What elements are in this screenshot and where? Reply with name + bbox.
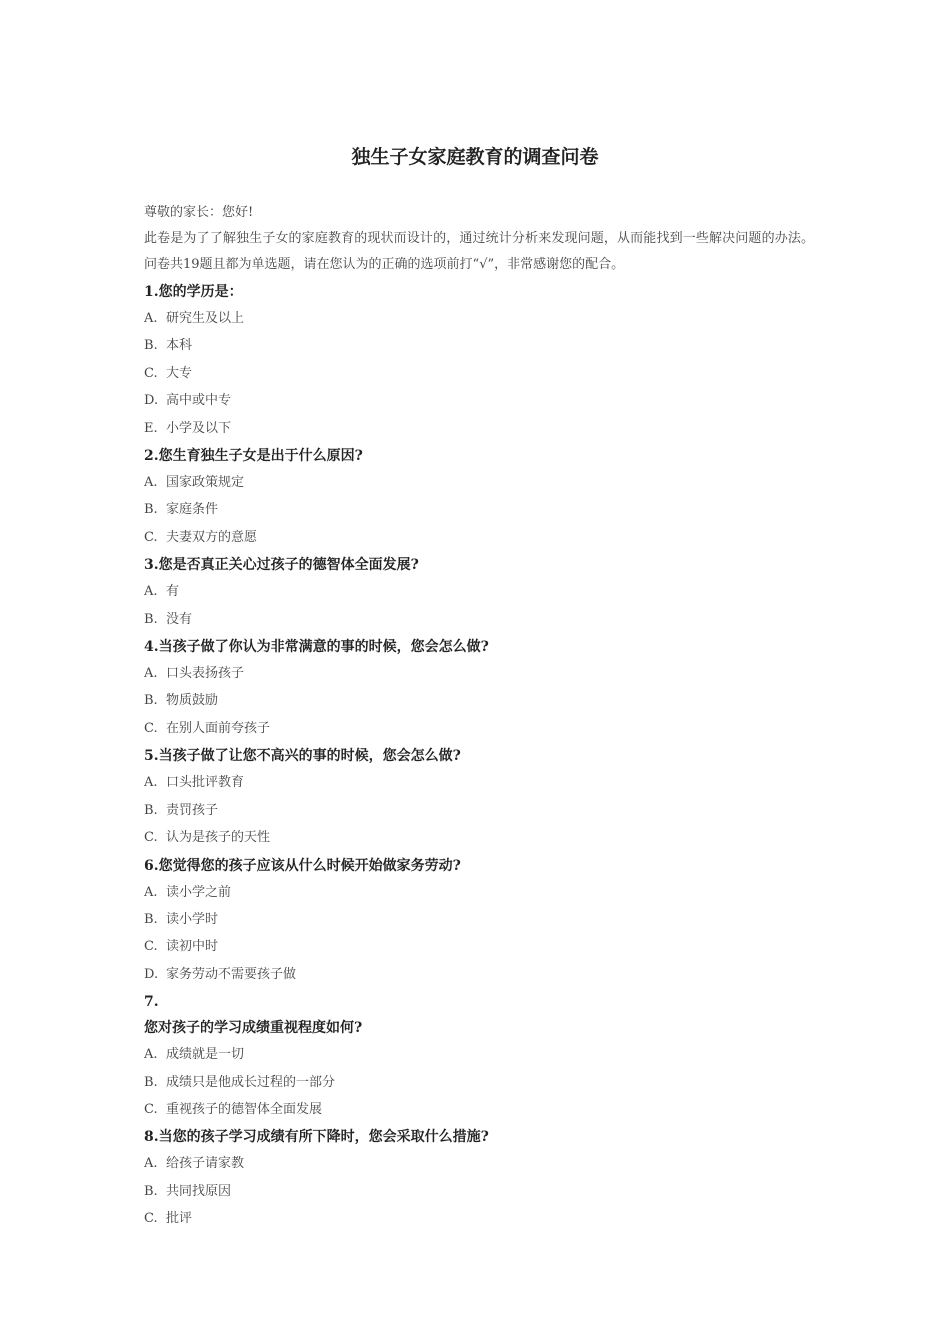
option-letter: B. — [144, 502, 158, 518]
option-letter: B. — [144, 911, 158, 927]
option-text: 重视孩子的德智体全面发展 — [166, 1101, 323, 1117]
option — [144, 687, 814, 714]
option — [144, 660, 814, 687]
option — [144, 715, 814, 742]
option-text: 家庭条件 — [166, 502, 219, 518]
option-letter: A. — [144, 584, 158, 600]
option — [144, 360, 814, 387]
option — [144, 1178, 814, 1205]
question-text: 您生育独生子女是出于什么原因? — [158, 448, 363, 465]
question-4 — [144, 634, 814, 660]
option-text: 口头表扬孩子 — [166, 666, 245, 682]
question-text: 当您的孩子学习成绩有所下降时，您会采取什么措施? — [158, 1129, 489, 1146]
option-text: 有 — [166, 584, 180, 600]
option-text: 夫妻双方的意愿 — [166, 529, 258, 545]
option-letter: A. — [144, 884, 158, 900]
option-text: 大专 — [166, 365, 193, 381]
option-letter: C. — [144, 1211, 158, 1227]
question-text: 您对孩子的学习成绩重视程度如何? — [144, 1020, 363, 1037]
option-letter: B. — [144, 338, 158, 354]
option-letter: B. — [144, 1183, 158, 1199]
option — [144, 797, 814, 824]
question-1 — [144, 279, 814, 305]
option — [144, 1150, 814, 1177]
option-letter: D. — [144, 966, 159, 982]
question-text: 当孩子做了你认为非常满意的事的时候，您会怎么做? — [158, 639, 489, 656]
option — [144, 578, 814, 605]
option-text: 共同找原因 — [166, 1183, 232, 1199]
option — [144, 933, 814, 960]
option-text: 家务劳动不需要孩子做 — [166, 966, 297, 982]
option — [144, 1205, 814, 1232]
option-text: 责罚孩子 — [166, 802, 219, 818]
option-letter: C. — [144, 1101, 158, 1117]
option-letter: B. — [144, 693, 158, 709]
question-text: 您的学历是： — [158, 284, 243, 300]
option — [144, 824, 814, 851]
option-letter: A. — [144, 1156, 158, 1172]
option-text: 物质鼓励 — [166, 693, 219, 709]
question-5 — [144, 743, 814, 769]
question-8 — [144, 1124, 814, 1150]
option-letter: B. — [144, 1074, 158, 1090]
option-letter: C. — [144, 529, 158, 545]
option-letter: E. — [144, 420, 158, 436]
option — [144, 387, 814, 414]
option-letter: B. — [144, 611, 158, 627]
option-letter: C. — [144, 720, 158, 736]
question-6 — [144, 853, 814, 879]
question-number: 8. — [144, 1129, 159, 1146]
intro-paragraph: 此卷是为了了解独生子女的家庭教育的现状而设计的，通过统计分析来发现问题，从而能找到一些解决问题的办法。问卷共19题且都为单选题，请在您认为的正确的选项前打“√”，非常感谢您的配合。 — [144, 231, 814, 272]
option — [144, 496, 814, 523]
option — [144, 524, 814, 551]
option-letter: C. — [144, 939, 158, 955]
option-text: 研究生及以上 — [166, 311, 245, 326]
document-title: 独生子女家庭教育的调查问卷 — [351, 146, 599, 168]
option-text: 国家政策规定 — [166, 475, 245, 491]
question-number: 5. — [144, 748, 159, 765]
option — [144, 906, 814, 933]
question-number: 2. — [144, 448, 159, 465]
question-number: 6. — [144, 857, 159, 874]
option — [144, 305, 814, 332]
question-text: 您是否真正关心过孩子的德智体全面发展? — [158, 557, 419, 574]
question-text: 当孩子做了让您不高兴的事的时候，您会怎么做? — [158, 748, 461, 765]
option-text: 成绩只是他成长过程的一部分 — [166, 1074, 336, 1090]
option-text: 小学及以下 — [166, 420, 232, 436]
option — [144, 415, 814, 442]
option-text: 读小学之前 — [166, 884, 232, 900]
question-number: 1. — [144, 284, 159, 300]
option — [144, 606, 814, 633]
option-letter: A. — [144, 775, 158, 791]
document-body — [144, 200, 814, 1233]
option — [144, 332, 814, 359]
question-7 — [144, 989, 814, 1041]
option-text: 读初中时 — [166, 939, 219, 955]
option-text: 认为是孩子的天性 — [166, 830, 271, 846]
question-number: 4. — [144, 639, 159, 656]
option-text: 没有 — [166, 611, 193, 627]
option-letter: B. — [144, 802, 158, 818]
option — [144, 1096, 814, 1123]
option — [144, 769, 814, 796]
option — [144, 961, 814, 988]
option-text: 成绩就是一切 — [166, 1047, 245, 1063]
question-number: 3. — [144, 557, 159, 574]
option-letter: A. — [144, 475, 158, 491]
option-text: 批评 — [166, 1211, 193, 1227]
option-text: 在别人面前夸孩子 — [166, 720, 271, 736]
option-letter: C. — [144, 830, 158, 846]
option-letter: A. — [144, 1047, 158, 1063]
option — [144, 469, 814, 496]
greeting: 尊敬的家长：您好! — [144, 205, 254, 220]
option-text: 高中或中专 — [166, 393, 232, 409]
option-text: 本科 — [166, 338, 193, 354]
option-text: 给孩子请家教 — [166, 1156, 245, 1172]
option — [144, 1069, 814, 1096]
option-text: 口头批评教育 — [166, 775, 245, 791]
option-letter: A. — [144, 311, 158, 326]
question-3 — [144, 552, 814, 578]
option — [144, 879, 814, 906]
question-2 — [144, 443, 814, 469]
option-text: 读小学时 — [166, 911, 219, 927]
option — [144, 1041, 814, 1068]
question-text: 您觉得您的孩子应该从什么时候开始做家务劳动? — [158, 857, 461, 874]
option-letter: C. — [144, 365, 158, 381]
question-number: 7. — [144, 994, 159, 1011]
option-letter: A. — [144, 666, 158, 682]
option-letter: D. — [144, 393, 159, 409]
